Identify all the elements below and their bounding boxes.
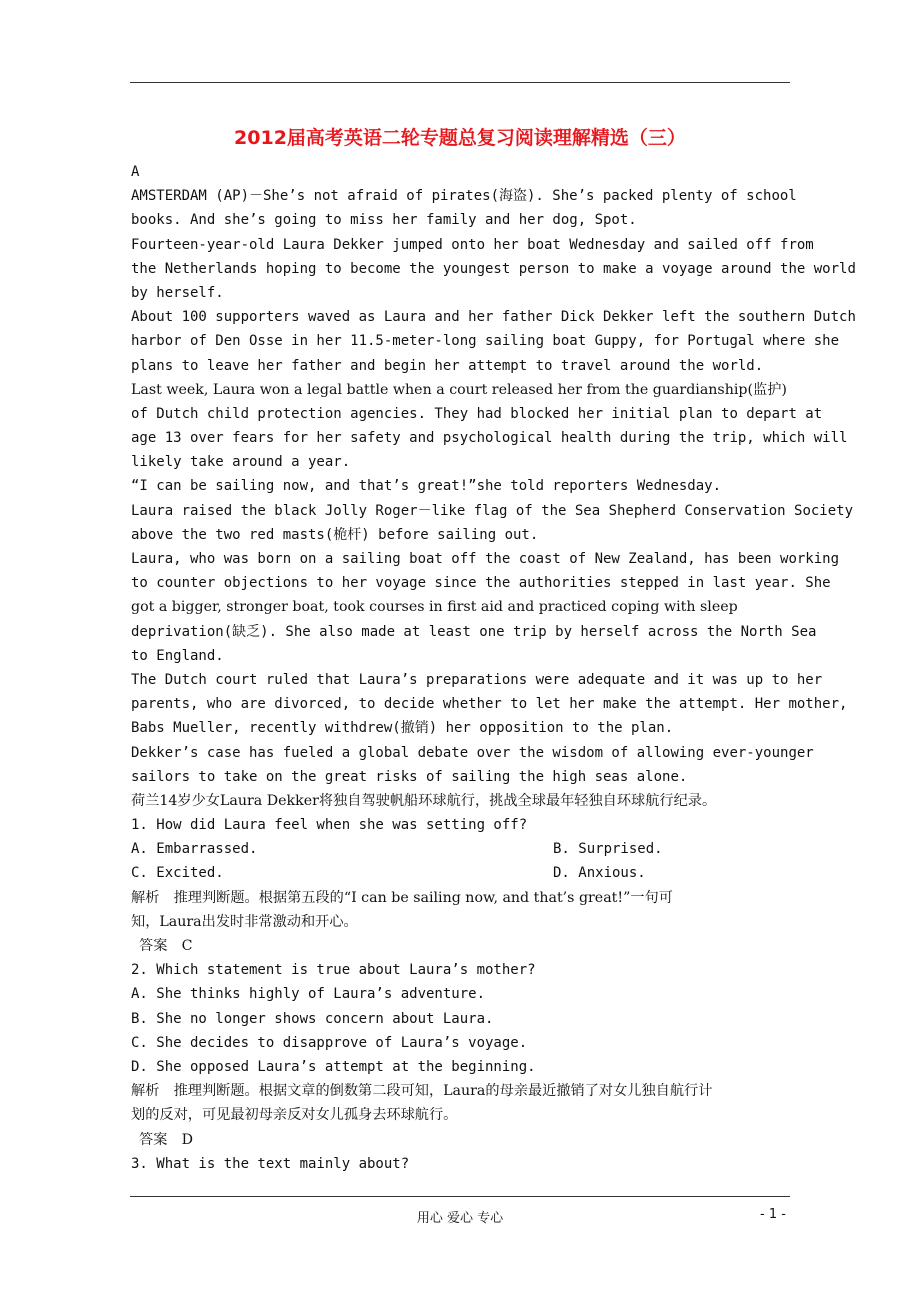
passage-line: About 100 supporters waved as Laura and her father Dick Dekker left the southern Dutch	[131, 309, 856, 326]
header-rule	[130, 82, 790, 83]
passage-line: above the two red masts(桅杆) before sailing out.	[131, 526, 539, 543]
question-1-analysis: 知，Laura出发时非常激动和开心。	[131, 913, 358, 930]
section-label: A	[131, 164, 140, 180]
document-title: 2012届高考英语二轮专题总复习阅读理解精选（三）	[234, 127, 686, 149]
question-2-analysis: 解析 推理判断题。根据文章的倒数第二段可知，Laura的母亲最近撤销了对女儿独自航行计	[131, 1083, 713, 1100]
passage-line: Last week, Laura won a legal battle when a court released her from the guardianship(监护)	[131, 381, 787, 398]
passage-line: The Dutch court ruled that Laura’s preparations were adequate and it was up to her	[131, 671, 823, 688]
question-2-analysis: 划的反对，可见最初母亲反对女儿孤身去环球航行。	[131, 1107, 458, 1124]
question-1-stem: 1. How did Laura feel when she was setting off?	[131, 817, 528, 834]
passage-line: harbor of Den Osse in her 11.5-meter-long sailing boat Guppy, for Portugal where she	[131, 333, 840, 350]
footer-rule	[130, 1196, 790, 1197]
option-a: A. Embarrassed.	[131, 841, 258, 858]
passage-line: books. And she’s going to miss her family and her dog, Spot.	[131, 212, 637, 229]
passage-line: Laura raised the black Jolly Roger－like flag of the Sea Shepherd Conservation Society	[131, 502, 854, 519]
passage-line: Babs Mueller, recently withdrew(撤销) her opposition to the plan.	[131, 720, 674, 737]
option-c: C. She decides to disapprove of Laura’s voyage.	[131, 1034, 528, 1051]
passage-line: likely take around a year.	[131, 454, 351, 471]
passage-summary-cn: 荷兰14岁少女Laura Dekker将独自驾驶帆船环球航行，挑战全球最年轻独自环球航行纪录。	[131, 792, 717, 809]
passage-line: age 13 over fears for her safety and psychological health during the trip, which will	[131, 430, 848, 447]
passage-line: Dekker’s case has fueled a global debate over the wisdom of allowing ever-younger	[131, 744, 814, 761]
question-3-stem: 3. What is the text mainly about?	[131, 1155, 410, 1172]
passage-line: to counter objections to her voyage since the authorities stepped in last year. She	[131, 575, 831, 592]
footer-text: 用心 爱心 专心	[416, 1211, 504, 1226]
option-d: D. Anxious.	[553, 865, 646, 882]
option-c: C. Excited.	[131, 865, 224, 882]
passage-line: Fourteen-year-old Laura Dekker jumped onto her boat Wednesday and sailed off from	[131, 236, 814, 253]
passage-line: plans to leave her father and begin her attempt to travel around the world.	[131, 357, 764, 374]
passage-line: parents, who are divorced, to decide whether to let her make the attempt. Her mother,	[131, 696, 848, 713]
option-d: D. She opposed Laura’s attempt at the beginning.	[131, 1058, 536, 1075]
passage-line: got a bigger, stronger boat, took courses in first aid and practiced coping with sleep	[131, 599, 738, 616]
option-b: B. Surprised.	[553, 841, 663, 858]
passage-line: to England.	[131, 647, 224, 664]
passage-line: by herself.	[131, 284, 224, 301]
passage-line: deprivation(缺乏). She also made at least one trip by herself across the North Sea	[131, 623, 817, 640]
passage-line: “I can be sailing now, and that’s great!”she told reporters Wednesday.	[131, 478, 722, 495]
passage-line: of Dutch child protection agencies. They had blocked her initial plan to depart at	[131, 405, 823, 422]
question-2-stem: 2. Which statement is true about Laura’s mother?	[131, 962, 536, 979]
option-a: A. She thinks highly of Laura’s adventure.	[131, 986, 486, 1003]
question-1-analysis: 解析 推理判断题。根据第五段的“I can be sailing now, and that’s great!”一句可	[131, 889, 673, 906]
option-b: B. She no longer shows concern about Laura.	[131, 1010, 494, 1027]
passage-line: sailors to take on the great risks of sailing the high seas alone.	[131, 768, 688, 785]
passage-line: AMSTERDAM (AP)－She’s not afraid of pirates(海盗). She’s packed plenty of school	[131, 188, 797, 205]
question-1-options-row-1	[131, 837, 831, 861]
question-2-answer: 答案 D	[139, 1131, 193, 1148]
passage-line: Laura, who was born on a sailing boat off the coast of New Zealand, has been working	[131, 551, 840, 567]
question-1-options-row-2	[131, 861, 831, 885]
question-1-answer: 答案 C	[139, 938, 193, 954]
passage-line: the Netherlands hoping to become the youngest person to make a voyage around the world	[131, 260, 856, 277]
page-number: - 1 -	[760, 1207, 786, 1222]
document-body	[131, 160, 856, 1176]
